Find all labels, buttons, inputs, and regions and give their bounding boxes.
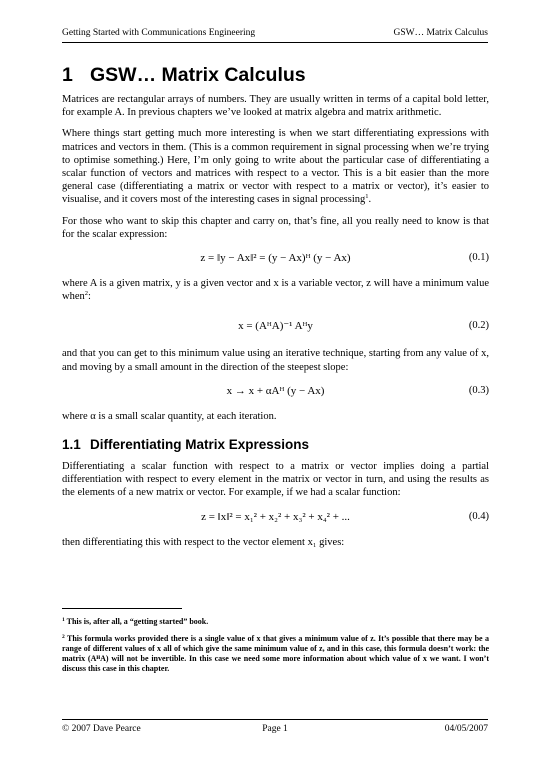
footer-copyright: © 2007 Dave Pearce [62, 724, 141, 734]
equation-0-4-math: z = ‖x‖² = x₁² + x₂² + x₃² + x₄² + ... [201, 510, 350, 523]
subsection-number: 1.1 [62, 437, 81, 453]
subsection-heading [62, 437, 489, 452]
footnote-2 [62, 634, 489, 674]
equation-0-3-number: (0.3) [468, 384, 489, 396]
footnote-1-mark: 1 [62, 617, 65, 623]
section-number: 1 [62, 64, 73, 86]
page-header [62, 28, 488, 43]
header-chapter-title: GSW… Matrix Calculus [393, 28, 488, 38]
footer-page-number: Page 1 [262, 724, 288, 734]
paragraph-partial-diff: Differentiating a scalar function with respect to a matrix or vector implies doing a partial differentiation with respect to every element in the matrix or vector in turn, and using the results as the elements of a new matrix or vector. For example, if we had a scalar function: [62, 461, 489, 499]
equation-0-2 [62, 311, 489, 341]
paragraph-where-a: where A is a given matrix, y is a given vector and x is a variable vector, z will have a minimum value when$^2$: [62, 278, 489, 303]
footnote-rule [62, 608, 182, 609]
paragraph-alpha: where α is a small scalar quantity, at each iteration. [62, 410, 277, 422]
footnote-2-mark: 2 [62, 634, 65, 640]
equation-0-3-math: x → x + αAᴴ (y − Ax) [226, 384, 325, 397]
paragraph-intro: Matrices are rectangular arrays of numbers. They are usually written in terms of a capital bold letter, for example A. In previous chapters we’ve looked at matrix algebra and matrix arithmetic. [62, 94, 489, 119]
section-heading [62, 64, 489, 87]
paragraph-summary: For those who want to skip this chapter and carry on, that’s fine, all you really need to know is that for the scalar expression: [62, 215, 489, 240]
paragraph-iterative: and that you can get to this minimum value using an iterative technique, starting from any value of x, and moving by a small amount in the direction of the steepest slope: [62, 348, 489, 373]
page-body [62, 64, 489, 557]
paragraph-then-diff: then differentiating this with respect to the vector element x₁ gives: [62, 536, 345, 548]
section-title: GSW… Matrix Calculus [90, 64, 306, 86]
equation-0-2-number: (0.2) [468, 320, 489, 332]
footnote-1 [62, 617, 489, 627]
header-book-title: Getting Started with Communications Engineering [62, 28, 256, 38]
footnote-ref-2: 2 [84, 290, 88, 298]
equation-0-1 [62, 249, 489, 271]
equation-0-4-number: (0.4) [468, 510, 489, 522]
footer-date: 04/05/2007 [444, 724, 488, 734]
footnote-ref-1: 1 [365, 193, 369, 201]
equation-0-1-math: z = ‖y − Ax‖² = (y − Ax)ᴴ (y − Ax) [200, 252, 351, 265]
equation-0-4 [62, 508, 489, 530]
subsection-title: Differentiating Matrix Expressions [90, 437, 310, 453]
footnote-1-text: This is, after all, a “getting started” book. [66, 617, 209, 626]
equation-0-2-math: x = (AᴴA)⁻¹ Aᴴy [238, 320, 313, 333]
footnote-2-text: This formula works provided there is a single value of x that gives a minimum value of z. It’s possible that there may be a range of different values of x all of which give the same minimum value of z, and in this case, this formula doesn’t work: the matrix (AᴴA) will not be invertible. In this case we need some more information about which value of x we want. I won’t discuss this case in this chapter. [62, 634, 490, 673]
page-footer [62, 719, 488, 738]
equation-0-1-number: (0.1) [468, 252, 489, 264]
paragraph-differentiation: Where things start getting much more interesting is when we start differentiating expressions with matrices and vectors in them. (This is a common requirement in signal processing when we’re trying to optimise something.) Here, I’m only going to write about the particular case of differentiating a scalar function of vectors and matrices with respect to a vector. This is a bit easier than the more general case (differentiating a matrix or vector with respect to a matrix or vector), it’s easier to visualise, and it covers most of the interesting cases in signal processing$^1$. [62, 128, 489, 206]
equation-0-3 [62, 382, 489, 404]
